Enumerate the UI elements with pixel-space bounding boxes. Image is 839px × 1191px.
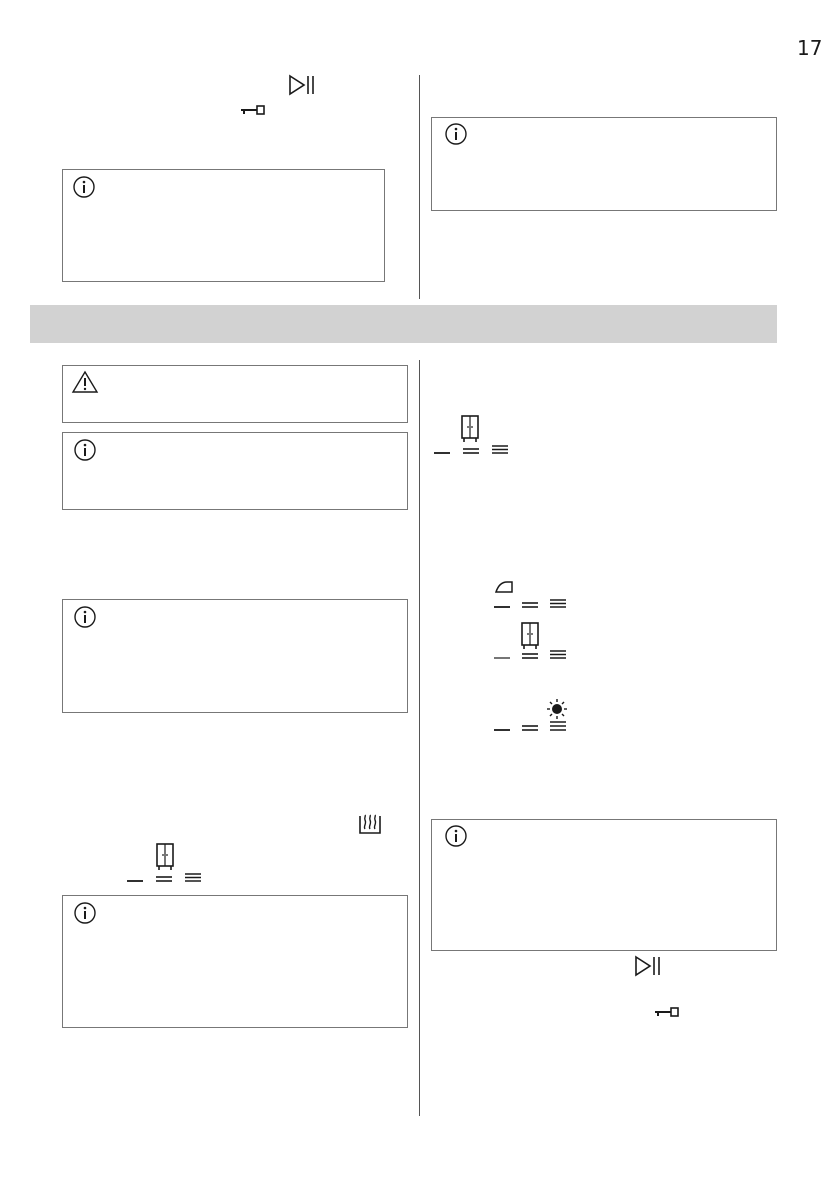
info-icon [445,825,467,847]
child-lock-key-icon [654,1007,680,1019]
page-number: 17 [797,36,823,60]
dryness-level-bars-icon [494,599,568,609]
dryness-level-bars-icon [127,873,203,883]
info-note-box [62,432,408,510]
info-icon [74,439,96,461]
info-note-box [62,169,385,282]
cupboard-dry-icon [155,843,175,871]
section-header-bar [30,305,777,343]
cupboard-dry-icon [460,415,480,443]
info-icon [74,606,96,628]
dryness-level-bars-icon [494,720,568,732]
info-note-box [62,895,408,1028]
child-lock-key-icon [240,105,266,117]
warning-note-box [62,365,408,423]
info-icon [74,902,96,924]
info-note-box [431,819,777,951]
cupboard-dry-icon [520,622,540,650]
info-icon [73,176,95,198]
iron-dry-icon [494,580,514,594]
info-note-box [431,117,777,211]
heat-anti-crease-icon [358,812,382,836]
info-icon [445,123,467,145]
dryness-level-bars-icon [434,445,510,455]
dryness-level-bars-icon [494,650,568,660]
start-pause-icon [288,74,316,96]
column-divider-bottom [419,360,420,1116]
warning-icon [72,371,98,393]
extra-dry-sun-icon [547,699,567,719]
info-note-box [62,599,408,713]
start-pause-icon [634,955,662,977]
column-divider-top [419,75,420,299]
